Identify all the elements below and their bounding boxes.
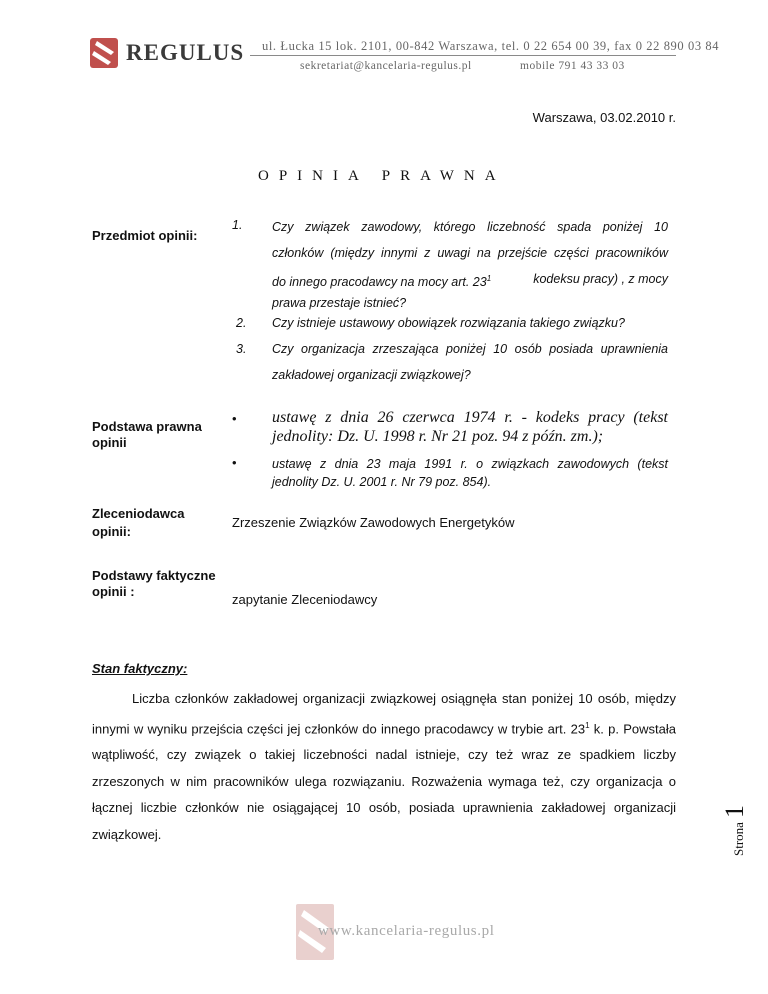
header-address: ul. Łucka 15 lok. 2101, 00-842 Warszawa, tel. 0 22 654 00 39, fax 0 22 890 03 84 [262,39,720,53]
legal-basis-2-line-1: ustawę z dnia 23 maja 1991 r. o związkach zawodowych (tekst [272,457,668,471]
factual-basis-label-2: opinii : [92,584,135,599]
question-1-line-2: członków (między innymi z uwagi na przejście części pracowników [272,246,668,260]
page-number: 1 [720,805,749,819]
legal-basis-2-line-2: jednolity Dz. U. 2001 r. Nr 79 poz. 854). [272,475,492,489]
page-number-label [720,805,750,856]
subject-label: Przedmiot opinii: [92,228,198,243]
question-1-line-3-tail: kodeksu pracy) , z mocy [533,272,668,286]
facts-superscript: 1 [585,720,590,730]
header-mobile: mobile 791 43 33 03 [520,60,625,72]
question-1-line-1: Czy związek zawodowy, którego liczebność spada poniżej 10 [272,220,668,234]
bullet-icon: • [232,411,237,426]
question-3-line-2: zakładowej organizacji związkowej? [272,368,471,382]
factual-basis-label: Podstawy faktyczne [92,568,216,583]
client-value: Zrzeszenie Związków Zawodowych Energetyków [232,515,515,530]
document-date: Warszawa, 03.02.2010 r. [532,110,676,125]
client-label: Zleceniodawca [92,506,185,521]
question-3-line-1: Czy organizacja zrzeszająca poniżej 10 osób posiada uprawnienia [272,342,668,356]
legal-basis-1-line-1: ustawę z dnia 26 czerwca 1974 r. - kodeks pracy (tekst [272,409,668,426]
facts-paragraph [92,686,676,848]
question-1-line-3-head: do innego pracodawcy na mocy art. $23^1$ [272,274,492,290]
header-divider [250,55,676,56]
document-title: OPINIA PRAWNA [258,168,506,184]
question-2-line-1: Czy istnieje ustawowy obowiązek rozwiązania takiego związku? [272,316,625,330]
bullet-icon: • [232,455,237,470]
facts-paragraph-part-2: k. p. Powstała wątpliwość, czy związek o takiej liczebności nadal istnieje, czy też wraz ze spadkiem liczby zrzeszonych w nim pracowników ulega rozwiązaniu. Rozważenia wymaga też, czy organizacja o łącznej liczbie członków nie osiągającej 10 osób, posiada uprawnienia zakładowej organizacji związkowej. [92,720,676,842]
facts-heading: Stan faktyczny: [92,661,188,676]
regulus-logo-icon [90,38,118,68]
question-number: 3. [236,342,247,356]
factual-basis-value: zapytanie Zleceniodawcy [232,592,378,607]
page-label-word: Strona [731,822,746,856]
question-number: 2. [236,316,247,330]
question-number: 1. [232,218,243,232]
question-1-line-4: prawa przestaje istnieć? [272,296,407,310]
legal-basis-label-2: opinii [92,435,127,450]
legal-basis-1-line-2: jednolity: Dz. U. 1998 r. Nr 21 poz. 94 z późn. zm.); [272,428,604,445]
footer-website[interactable]: www.kancelaria-regulus.pl [318,923,495,939]
logo-text: REGULUS [126,40,245,65]
header-email[interactable]: sekretariat@kancelaria-regulus.pl [300,60,472,72]
legal-basis-label: Podstawa prawna [92,419,202,434]
client-label-2: opinii: [92,524,131,539]
facts-paragraph-part-1: Liczba członków zakładowej organizacji związkowej osiągnęła stan poniżej 10 osób, między innymi w wyniku przejścia części jej członków do innego pracodawcy w trybie art. 23 [92,691,676,736]
